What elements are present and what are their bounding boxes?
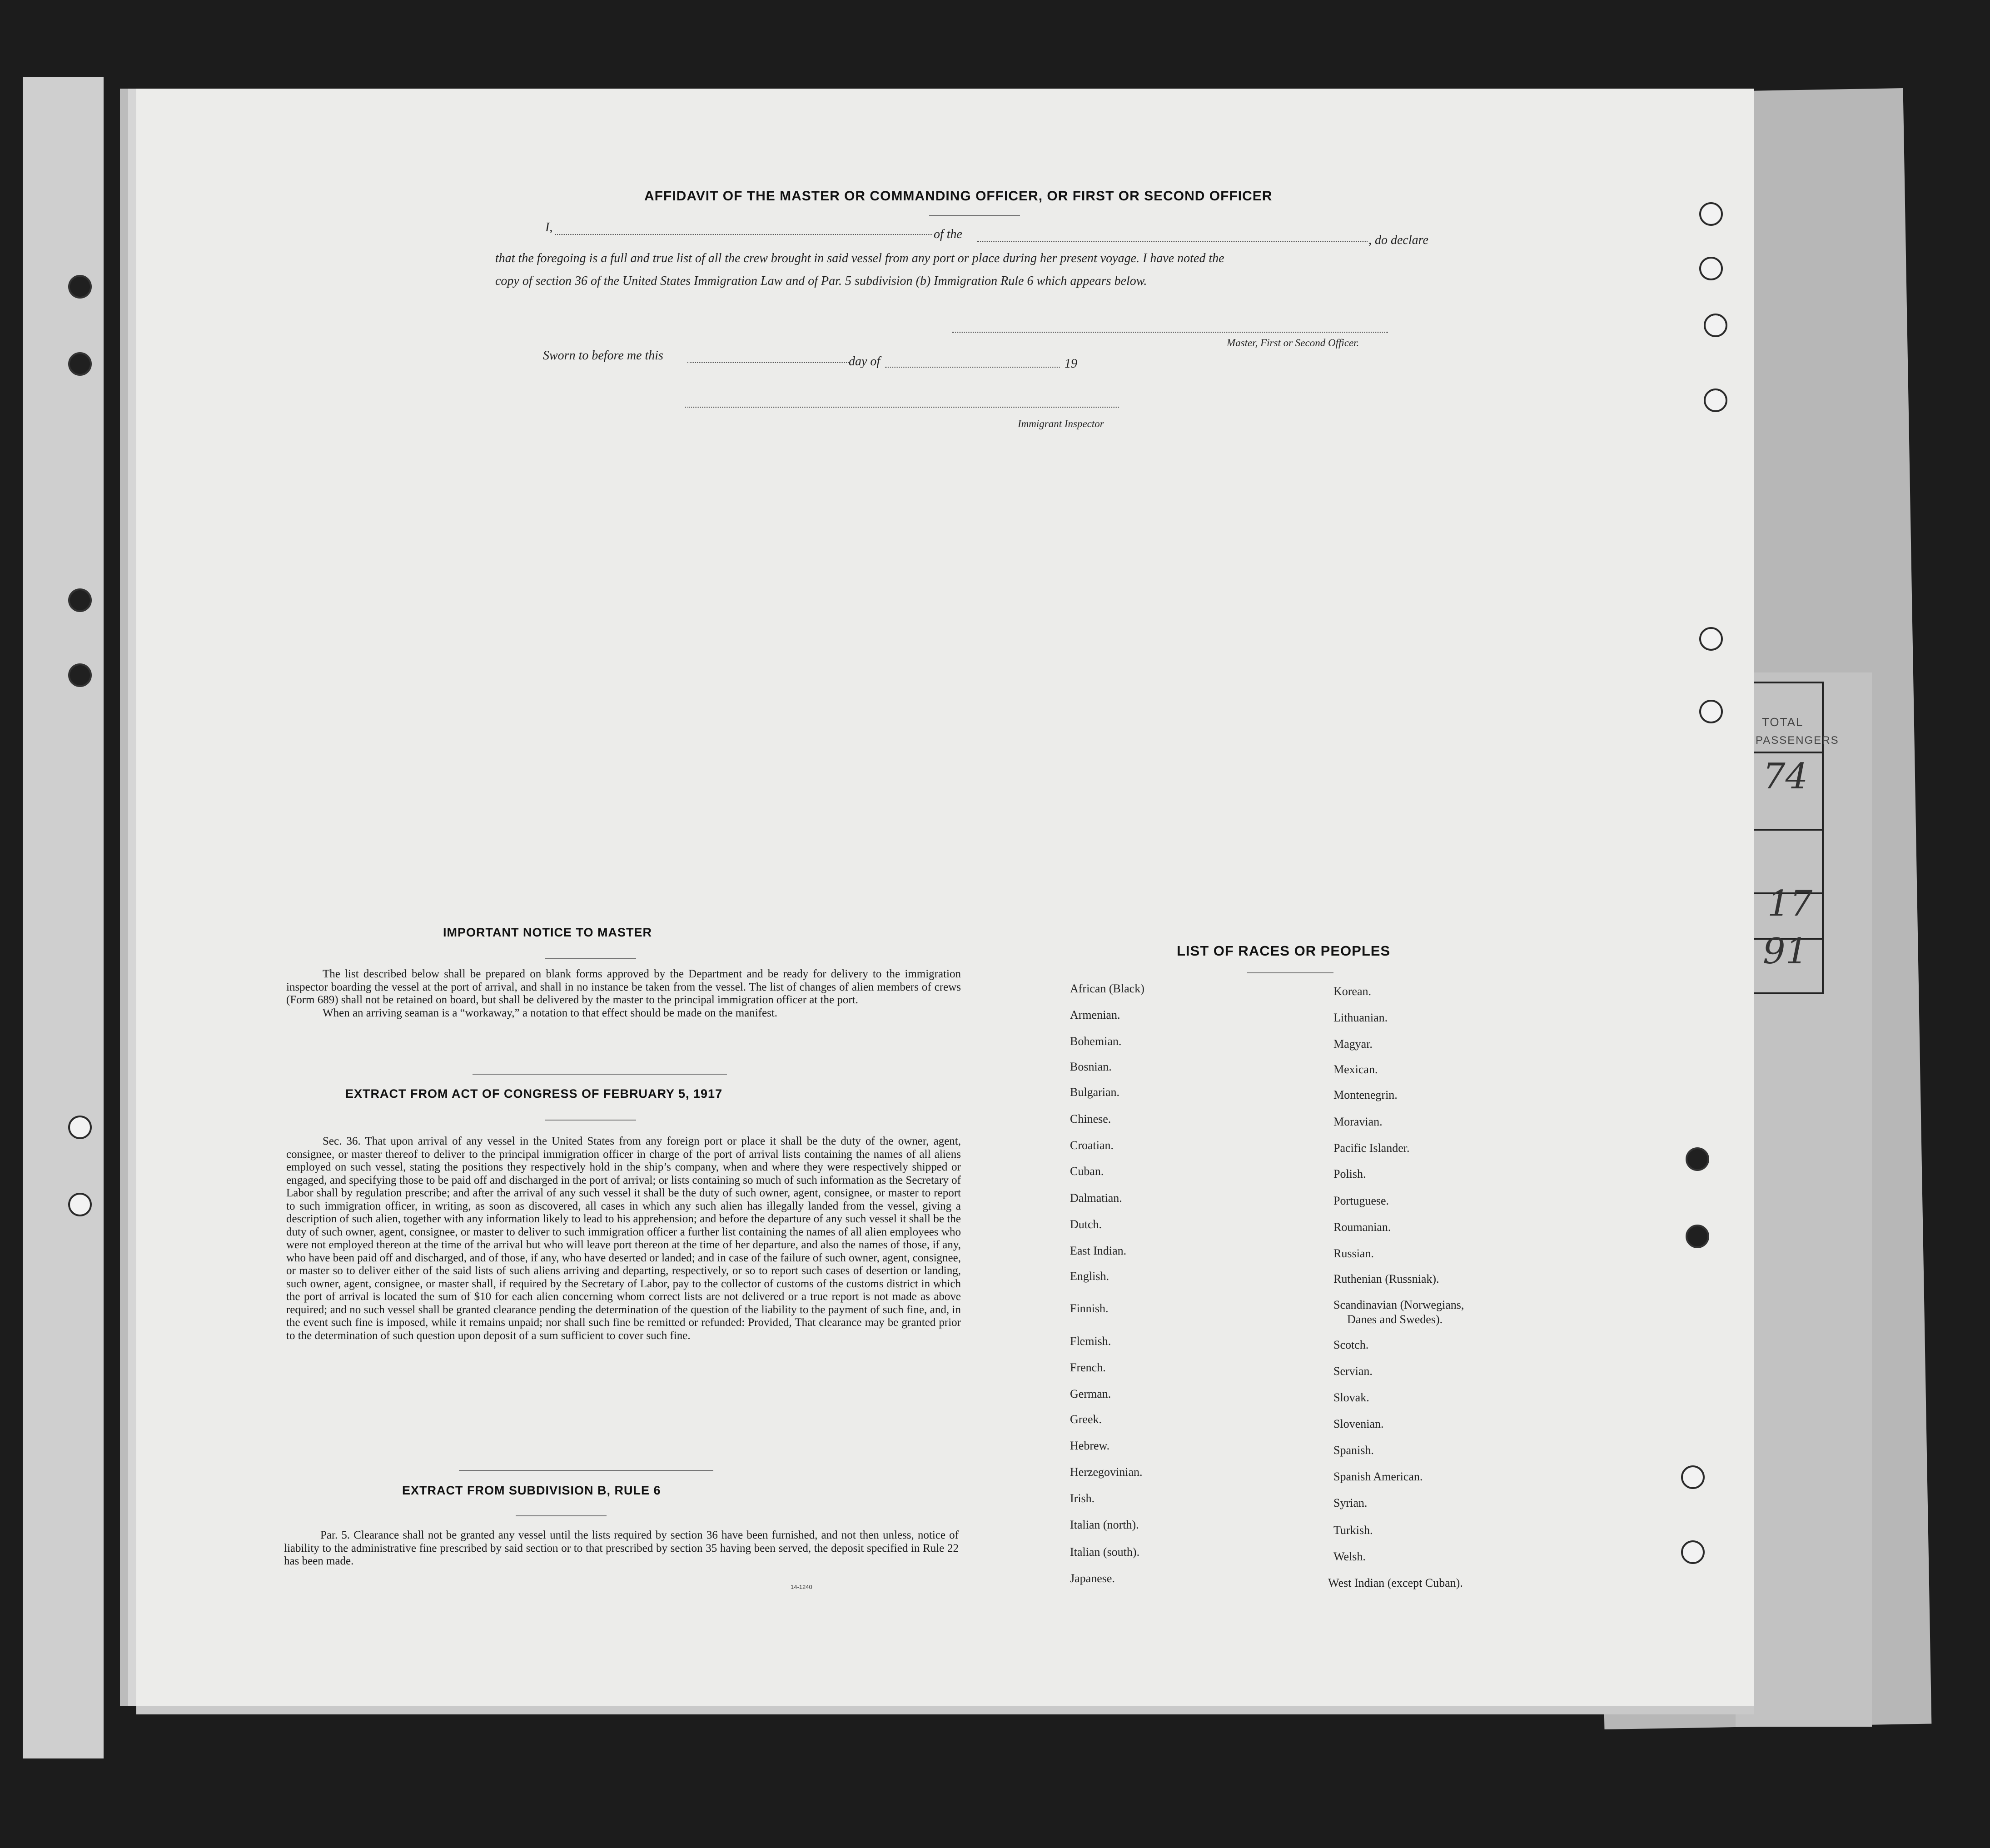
race-item: Russian. bbox=[1333, 1247, 1374, 1260]
race-item: Bulgarian. bbox=[1070, 1086, 1120, 1099]
race-item: Japanese. bbox=[1070, 1572, 1115, 1585]
race-item: Turkish. bbox=[1333, 1524, 1373, 1537]
race-item: Hebrew. bbox=[1070, 1439, 1110, 1452]
race-item: East Indian. bbox=[1070, 1244, 1127, 1257]
ledger-value-total: 74 bbox=[1763, 756, 1808, 797]
punch-hole bbox=[68, 1116, 92, 1139]
left-binding-strip bbox=[23, 77, 104, 1758]
form-number: 14-1240 bbox=[791, 1584, 812, 1590]
race-item: Slovak. bbox=[1333, 1391, 1369, 1404]
punch-hole bbox=[1699, 202, 1723, 226]
notice-body bbox=[286, 968, 961, 1020]
race-item: Moravian. bbox=[1333, 1115, 1383, 1128]
sworn-day-blank bbox=[687, 362, 849, 363]
race-item: Herzegovinian. bbox=[1070, 1465, 1143, 1479]
affidavit-line2: that the foregoing is a full and true list of all the crew brought in said vessel from any port or place during her present voyage. I have noted the bbox=[495, 251, 1224, 265]
ledger-header-total: TOTAL bbox=[1762, 715, 1804, 729]
race-item: French. bbox=[1070, 1361, 1106, 1374]
race-item: Magyar. bbox=[1333, 1037, 1373, 1051]
notice-divider bbox=[473, 1074, 727, 1075]
notice-paragraph-2: When an arriving seaman is a “workaway,” a notation to that effect should be made on the manifest. bbox=[323, 1006, 778, 1019]
race-item: Croatian. bbox=[1070, 1139, 1114, 1152]
race-item: Spanish. bbox=[1333, 1444, 1374, 1457]
race-item: Syrian. bbox=[1333, 1496, 1368, 1509]
master-signature-caption: Master, First or Second Officer. bbox=[1227, 337, 1359, 349]
punch-hole bbox=[1699, 700, 1723, 723]
punch-hole bbox=[1704, 314, 1727, 337]
manifest-page bbox=[136, 89, 1754, 1706]
punch-hole bbox=[68, 1193, 92, 1216]
inspector-signature-line bbox=[685, 407, 1119, 408]
race-item: Finnish. bbox=[1070, 1302, 1109, 1315]
affidavit-i: I, bbox=[545, 220, 553, 234]
punch-hole bbox=[1704, 389, 1727, 412]
sworn-month-blank bbox=[885, 367, 1060, 368]
race-item: Ruthenian (Russniak). bbox=[1333, 1272, 1439, 1285]
punch-hole bbox=[1699, 257, 1723, 280]
race-item: Pacific Islander. bbox=[1333, 1141, 1410, 1155]
ledger-value-second: 17 bbox=[1767, 883, 1813, 924]
race-item: Irish. bbox=[1070, 1492, 1095, 1505]
race-item: Polish. bbox=[1333, 1167, 1366, 1181]
extract-rule-title: EXTRACT FROM SUBDIVISION B, RULE 6 bbox=[402, 1484, 661, 1497]
extract-act-title: EXTRACT FROM ACT OF CONGRESS OF FEBRUARY 5, 1917 bbox=[345, 1087, 723, 1101]
race-item: Chinese. bbox=[1070, 1112, 1111, 1126]
race-item: Bohemian. bbox=[1070, 1035, 1122, 1048]
punch-hole bbox=[68, 588, 92, 612]
par-5-text: Par. 5. Clearance shall not be granted any vessel until the lists required by section 36 have been furnished, and not then unless, notice of liability to the administrative fine prescribed by said section or to that prescribed by section 35 having been served, the deposit specified in Rule 22 has been made. bbox=[284, 1529, 959, 1567]
name-blank-line bbox=[555, 234, 932, 235]
extract-act-body bbox=[286, 1135, 961, 1342]
race-item: Dalmatian. bbox=[1070, 1191, 1122, 1205]
affidavit-line3: copy of section 36 of the United States Immigration Law and of Par. 5 subdivision (b) Immigration Rule 6 which appears below. bbox=[495, 274, 1147, 288]
race-item: Korean. bbox=[1333, 985, 1372, 998]
sworn-year: 19 bbox=[1065, 357, 1077, 371]
race-item: Armenian. bbox=[1070, 1008, 1120, 1021]
punch-hole bbox=[1681, 1540, 1705, 1564]
vessel-blank-line bbox=[977, 241, 1368, 242]
races-title: LIST OF RACES OR PEOPLES bbox=[1177, 943, 1391, 959]
day-of-label: day of bbox=[849, 354, 881, 369]
race-item: Montenegrin. bbox=[1333, 1088, 1398, 1101]
races-underline bbox=[1247, 972, 1333, 973]
race-item: Flemish. bbox=[1070, 1335, 1111, 1348]
race-item: German. bbox=[1070, 1387, 1111, 1400]
notice-title: IMPORTANT NOTICE TO MASTER bbox=[443, 926, 652, 939]
race-item: Cuban. bbox=[1070, 1165, 1104, 1178]
race-item: Scandinavian (Norwegians, bbox=[1333, 1298, 1464, 1311]
title-underline bbox=[929, 215, 1020, 216]
race-item: Lithuanian. bbox=[1333, 1011, 1388, 1024]
affidavit-of-the: of the bbox=[934, 227, 962, 241]
punch-hole bbox=[1686, 1225, 1709, 1248]
race-item: Servian. bbox=[1333, 1365, 1373, 1378]
inspector-caption: Immigrant Inspector bbox=[1018, 418, 1104, 429]
race-item: West Indian (except Cuban). bbox=[1328, 1576, 1463, 1589]
punch-hole bbox=[68, 663, 92, 687]
punch-hole bbox=[68, 275, 92, 299]
race-item: English. bbox=[1070, 1270, 1109, 1283]
background-ledger bbox=[1754, 682, 1839, 994]
race-item: Mexican. bbox=[1333, 1063, 1378, 1076]
punch-hole bbox=[1699, 627, 1723, 651]
race-item-continued: Danes and Swedes). bbox=[1347, 1313, 1443, 1326]
race-item: Portuguese. bbox=[1333, 1194, 1389, 1207]
master-signature-line bbox=[952, 332, 1388, 333]
extract-rule-underline bbox=[516, 1515, 607, 1516]
notice-underline bbox=[545, 958, 636, 959]
race-item: Italian (south). bbox=[1070, 1545, 1140, 1559]
sworn-label: Sworn to before me this bbox=[543, 349, 663, 363]
punch-hole bbox=[68, 352, 92, 376]
race-item: Greek. bbox=[1070, 1413, 1102, 1426]
punch-hole bbox=[1686, 1147, 1709, 1171]
ledger-value-third: 91 bbox=[1763, 931, 1808, 972]
extract-act-divider bbox=[459, 1470, 713, 1471]
race-item: Scotch. bbox=[1333, 1338, 1369, 1351]
race-item: Roumanian. bbox=[1333, 1220, 1391, 1234]
affidavit-title: AFFIDAVIT OF THE MASTER OR COMMANDING OFFICER, OR FIRST OR SECOND OFFICER bbox=[644, 189, 1273, 204]
extract-act-underline bbox=[545, 1120, 636, 1121]
race-item: Slovenian. bbox=[1333, 1417, 1384, 1430]
race-item: Welsh. bbox=[1333, 1550, 1366, 1563]
extract-rule-body bbox=[284, 1529, 959, 1568]
race-item: Bosnian. bbox=[1070, 1060, 1112, 1073]
notice-paragraph-1: The list described below shall be prepared on blank forms approved by the Department and be ready for delivery to the immigration inspector boarding the vessel at the port of arrival, and shall in no instance be taken from the vessel. The list of changes of alien members of crews (Form 689) shall not be retained on board, but shall be delivered by the master to the principal immigration officer at the port. bbox=[286, 968, 961, 1006]
race-item: Italian (north). bbox=[1070, 1518, 1139, 1531]
ledger-header-passengers: PASSENGERS bbox=[1756, 734, 1839, 747]
race-item: Dutch. bbox=[1070, 1218, 1102, 1231]
affidavit-declare: , do declare bbox=[1368, 233, 1428, 247]
section-36-text: Sec. 36. That upon arrival of any vessel in the United States from any foreign port or place it shall be the duty of the owner, agent, consignee, or master thereof to deliver to the principal immigration officer in charge of the port of arrival lists containing the names of all aliens employed on such vessel, stating the positions they respectively hold in the ship’s company, when and where they were respectively shipped or engaged, and specifying those to be paid off and discharged in the port of arrival; or lists containing so much of such information as the Secretary of Labor shall by regulation prescribe; and after the arrival of any such vessel it shall be the duty of such owner, agent, consignee, or master to report to such immigration officer, in writing, as soon as discovered, all cases in which any such alien has illegally landed from the vessel, giving a description of such alien, together with any information likely to lead to his apprehension; and before the departure of any such vessel it shall be the duty of such owner, agent, consignee, or master to deliver to such immigration officer a further list containing the names of all alien employees who were not employed thereon at the time of the arrival but who will leave port thereon at the time of her departure, and also the names of those, if any, who have been paid off and discharged, and of those, if any, who have deserted or landed; and in case of the failure of such owner, agent, consignee, or master so to deliver either of the said lists of such aliens arriving and departing, respectively, or so to report such cases of desertion or landing, such owner, agent, consignee, or master shall, if required by the Secretary of Labor, pay to the collector of customs of the customs district in which the port of arrival is located the sum of $10 for each alien concerning whom correct lists are not delivered or a true report is not made as above required; and no such vessel shall be granted clearance pending the determination of the question of the liability to the payment of such fine, and, in the event such fine is imposed, while it remains unpaid; nor shall such fine be remitted or refunded: Provided, That clearance may be granted prior to the determination of such question upon deposit of a sum sufficient to cover such fine. bbox=[286, 1135, 961, 1342]
race-item: African (Black) bbox=[1070, 982, 1144, 995]
race-item: Spanish American. bbox=[1333, 1470, 1423, 1483]
punch-hole bbox=[1681, 1465, 1705, 1489]
